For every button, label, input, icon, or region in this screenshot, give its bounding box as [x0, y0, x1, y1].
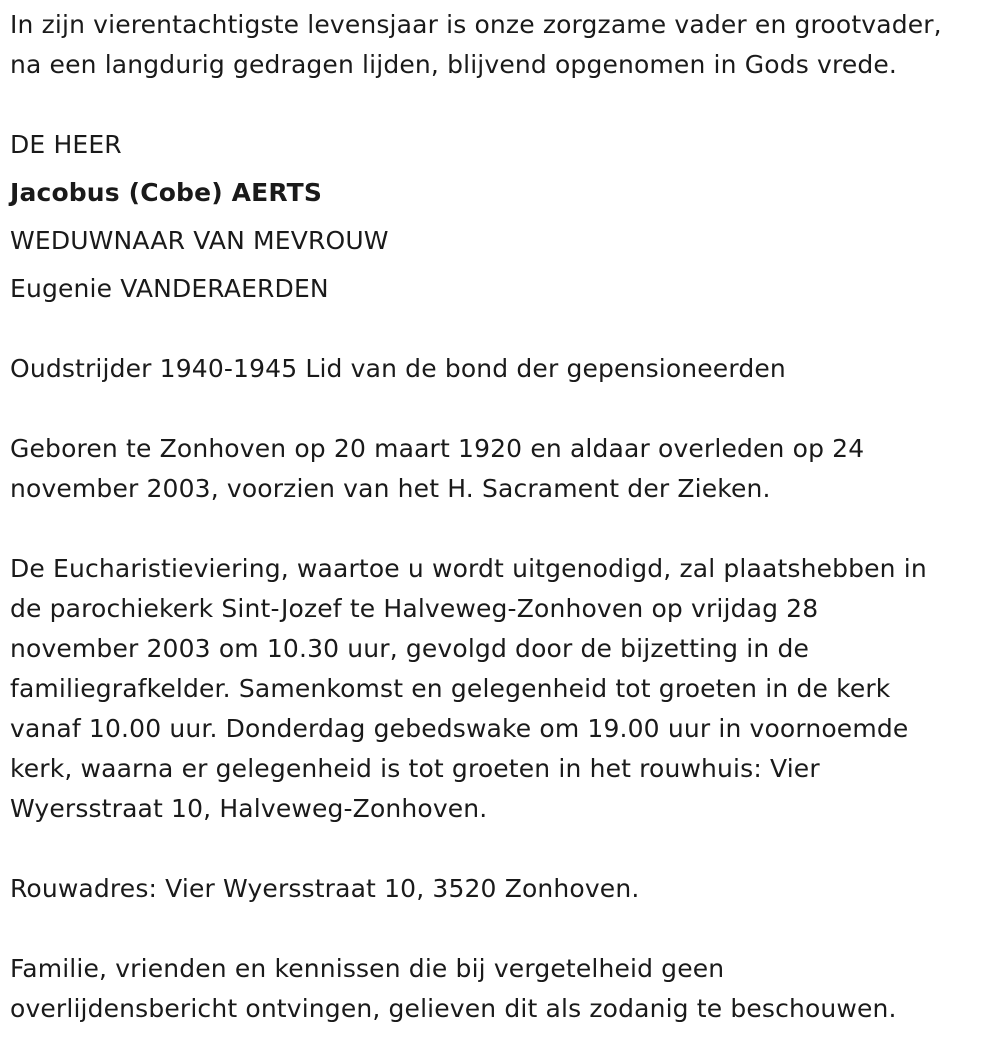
ceremony-line: de parochiekerk Sint-Jozef te Halveweg-Zonhoven op vrijdag 28 — [10, 594, 819, 623]
ceremony-line: De Eucharistieviering, waartoe u wordt uitgenodigd, zal plaatshebben in — [10, 554, 927, 583]
ceremony-line: Wyersstraat 10, Halveweg-Zonhoven. — [10, 794, 488, 823]
closing-line: Familie, vrienden en kennissen die bij vergetelheid geen — [10, 954, 725, 983]
ceremony-line: kerk, waarna er gelegenheid is tot groeten in het rouwhuis: Vier — [10, 754, 820, 783]
deceased-name: Jacobus (Cobe) AERTS — [10, 178, 322, 207]
closing-line: overlijdensbericht ontvingen, gelieven dit als zodanig te beschouwen. — [10, 994, 897, 1023]
affiliation-text: Oudstrijder 1940-1945 Lid van de bond der gepensioneerden — [10, 354, 786, 383]
birth-death-line: november 2003, voorzien van het H. Sacrament der Zieken. — [10, 474, 771, 503]
ceremony-line: familiegrafkelder. Samenkomst en gelegenheid tot groeten in de kerk — [10, 674, 891, 703]
intro-line: In zijn vierentachtigste levensjaar is onze zorgzame vader en grootvader, — [10, 10, 942, 39]
deceased-title: DE HEER — [10, 130, 122, 159]
mourning-address: Rouwadres: Vier Wyersstraat 10, 3520 Zonhoven. — [10, 874, 640, 903]
birth-death-line: Geboren te Zonhoven op 20 maart 1920 en aldaar overleden op 24 — [10, 434, 865, 463]
deceased-spouse: Eugenie VANDERAERDEN — [10, 274, 329, 303]
intro-line: na een langdurig gedragen lijden, blijvend opgenomen in Gods vrede. — [10, 50, 898, 79]
deceased-relation: WEDUWNAAR VAN MEVROUW — [10, 226, 389, 255]
ceremony-line: vanaf 10.00 uur. Donderdag gebedswake om 19.00 uur in voornoemde — [10, 714, 909, 743]
ceremony-line: november 2003 om 10.30 uur, gevolgd door de bijzetting in de — [10, 634, 810, 663]
